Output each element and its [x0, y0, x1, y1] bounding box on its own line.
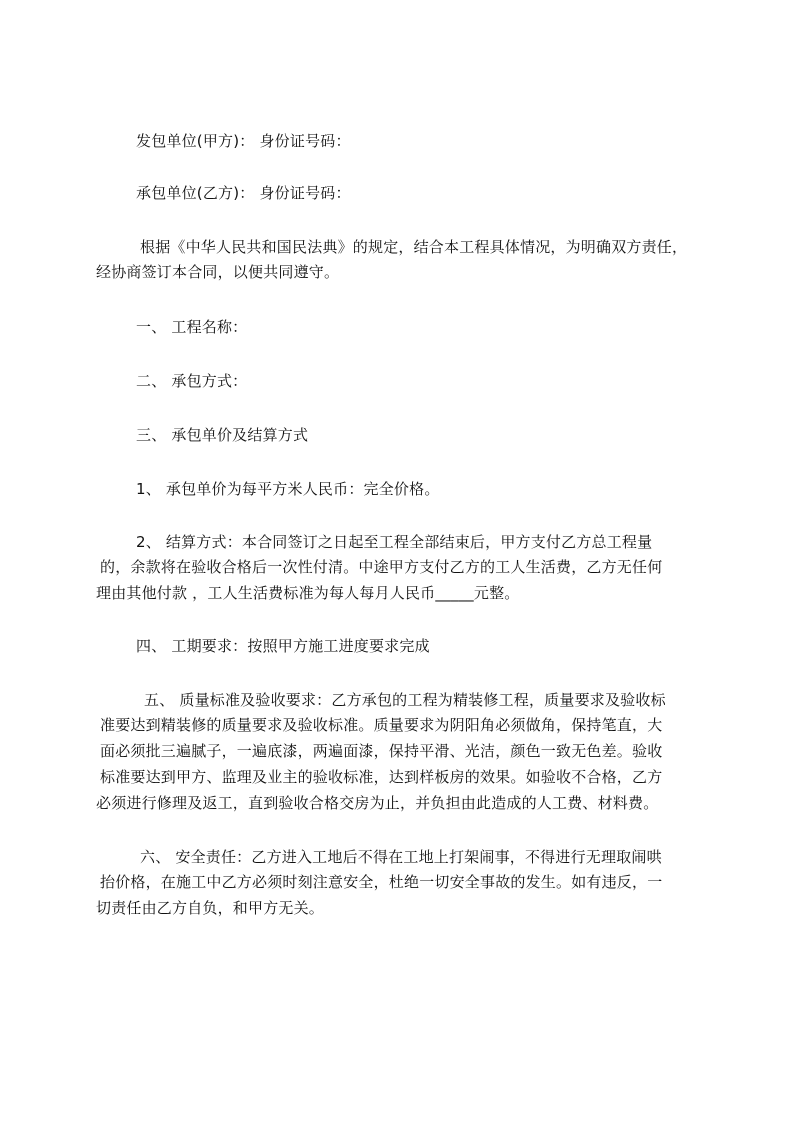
party-b-line: 承包单位(乙方)： 身份证号码：	[136, 184, 351, 202]
item-2-line-1: 2、 结算方式：本合同签订之日起至工程全部结束后，甲方支付乙方总工程量	[136, 533, 653, 551]
section-5-line-4: 标准要达到甲方、监理及业主的验收标准，达到样板房的效果。如验收不合格，乙方	[100, 768, 663, 786]
section-3-price-settlement: 三、 承包单价及结算方式	[136, 426, 309, 444]
section-6-line-1: 六、 安全责任：乙方进入工地后不得在工地上打架闹事，不得进行无理取闹哄	[140, 848, 662, 866]
section-4-schedule: 四、 工期要求：按照甲方施工进度要求完成	[136, 637, 430, 655]
section-5-line-3: 面必须批三遍腻子，一遍底漆，两遍面漆，保持平滑、光洁，颜色一致无色差。验收	[100, 742, 663, 760]
item-1-unit-price: 1、 承包单价为每平方米人民币：完全价格。	[136, 480, 440, 498]
section-1-project-name: 一、 工程名称：	[136, 318, 248, 336]
section-5-line-5: 必须进行修理及返工，直到验收合格交房为止，并负担由此造成的人工费、材料费。	[96, 794, 659, 812]
item-2-line-3: 理由其他付款 ，工人生活费标准为每人每月人民币_____元整。	[96, 584, 520, 602]
section-5-line-1: 五、 质量标准及验收要求：乙方承包的工程为精装修工程，质量要求及验收标	[144, 691, 666, 709]
section-6-line-2: 抬价格，在施工中乙方必须时刻注意安全，杜绝一切安全事故的发生。如有违反，一	[100, 873, 663, 891]
section-2-contract-method: 二、 承包方式：	[136, 372, 248, 390]
intro-line-1: 根据《中华人民共和国民法典》的规定，结合本工程具体情况，为明确双方责任，	[140, 238, 688, 256]
intro-line-2: 经协商签订本合同，以便共同遵守。	[96, 263, 340, 281]
item-2-line-2: 的，余款将在验收合格后一次性付清。中途甲方支付乙方的工人生活费，乙方无任何	[100, 558, 663, 576]
section-6-line-3: 切责任由乙方自负，和甲方无关。	[96, 899, 325, 917]
section-5-line-2: 准要达到精装修的质量要求及验收标准。质量要求为阴阳角必须做角，保持笔直，大	[100, 716, 663, 734]
party-a-line: 发包单位(甲方)： 身份证号码：	[136, 132, 351, 150]
